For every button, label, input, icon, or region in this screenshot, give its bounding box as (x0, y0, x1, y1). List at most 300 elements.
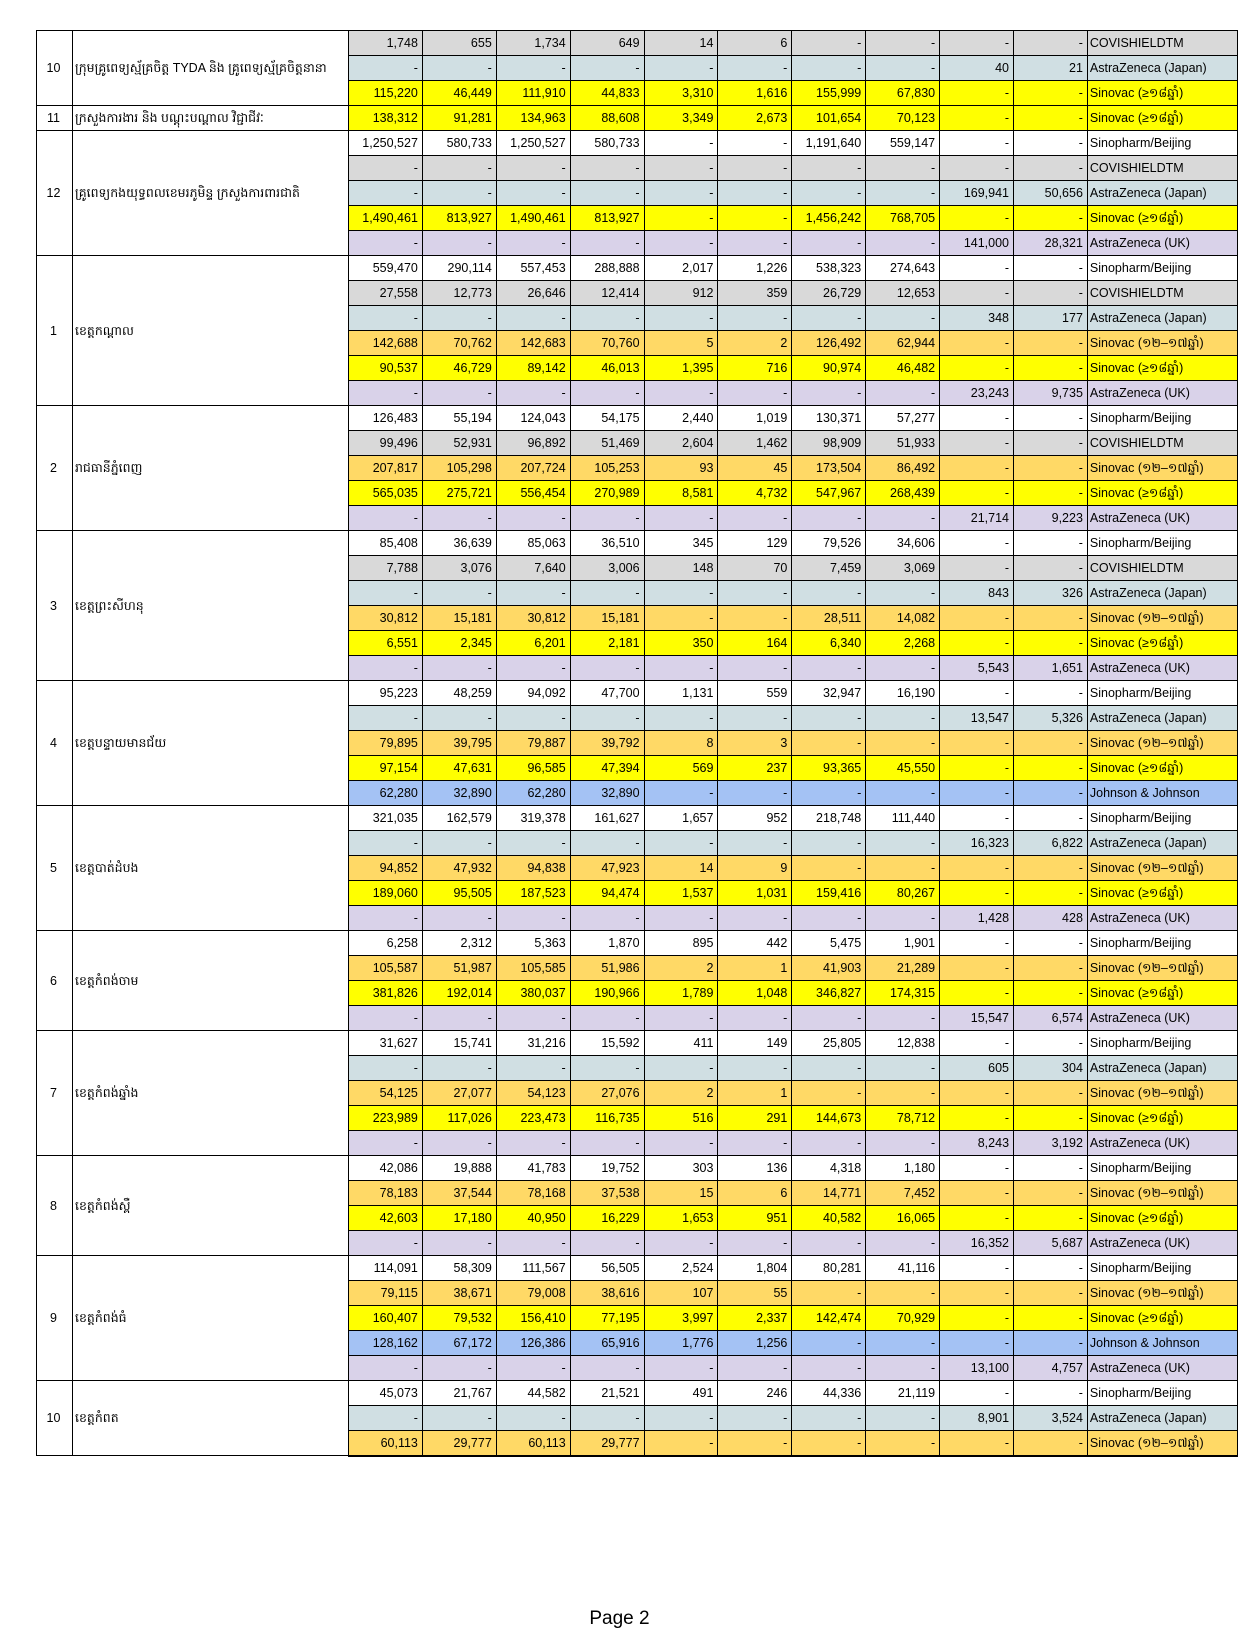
value-cell: - (940, 1381, 1014, 1406)
value-cell: 270,989 (570, 481, 644, 506)
value-cell: 55,194 (422, 406, 496, 431)
value-cell: 51,933 (866, 431, 940, 456)
page-number: Page 2 (589, 1608, 650, 1629)
value-cell: - (866, 1431, 940, 1456)
value-cell: 45 (718, 456, 792, 481)
value-cell: 12,773 (422, 281, 496, 306)
value-cell: - (496, 1056, 570, 1081)
vaccine-name: COVISHIELDTM (1087, 431, 1237, 456)
value-cell: - (570, 1131, 644, 1156)
value-cell: - (866, 1231, 940, 1256)
vaccine-name: Sinopharm/Beijing (1087, 1031, 1237, 1056)
vaccine-name: AstraZeneca (Japan) (1087, 581, 1237, 606)
value-cell: - (792, 1006, 866, 1031)
vaccine-name: Sinovac (១២–១៧ឆ្នាំ) (1087, 331, 1237, 356)
value-cell: 6 (718, 1181, 792, 1206)
value-cell: 117,026 (422, 1106, 496, 1131)
value-cell: - (1014, 406, 1088, 431)
value-cell: 148 (644, 556, 718, 581)
value-cell: - (570, 306, 644, 331)
value-cell: - (940, 1081, 1014, 1106)
value-cell: 70,760 (570, 331, 644, 356)
value-cell: 79,887 (496, 731, 570, 756)
value-cell: - (1014, 431, 1088, 456)
value-cell: - (792, 1406, 866, 1431)
value-cell: - (496, 1006, 570, 1031)
value-cell: 141,000 (940, 231, 1014, 256)
value-cell: - (496, 181, 570, 206)
value-cell: - (496, 156, 570, 181)
value-cell: 91,281 (422, 106, 496, 131)
value-cell: 60,113 (349, 1431, 423, 1456)
location-name: ខេត្តកំពង់ឆ្នាំង (73, 1031, 349, 1156)
vaccine-name: AstraZeneca (UK) (1087, 1006, 1237, 1031)
value-cell: 223,473 (496, 1106, 570, 1131)
value-cell: 41,903 (792, 956, 866, 981)
value-cell: 1,616 (718, 81, 792, 106)
value-cell: 79,008 (496, 1281, 570, 1306)
value-cell: 51,469 (570, 431, 644, 456)
value-cell: 21,119 (866, 1381, 940, 1406)
value-cell: - (718, 606, 792, 631)
row-number: 7 (37, 1031, 73, 1156)
value-cell: - (866, 1331, 940, 1356)
value-cell: - (940, 256, 1014, 281)
value-cell: - (496, 306, 570, 331)
value-cell: - (570, 1006, 644, 1031)
value-cell: 655 (422, 31, 496, 56)
value-cell: - (940, 781, 1014, 806)
vaccine-name: Sinovac (១២–១៧ឆ្នាំ) (1087, 856, 1237, 881)
value-cell: - (718, 231, 792, 256)
value-cell: - (644, 156, 718, 181)
value-cell: - (940, 1306, 1014, 1331)
vaccine-name: AstraZeneca (UK) (1087, 906, 1237, 931)
value-cell: 79,895 (349, 731, 423, 756)
value-cell: 5,326 (1014, 706, 1088, 731)
value-cell: - (496, 831, 570, 856)
value-cell: - (792, 1231, 866, 1256)
value-cell: - (792, 31, 866, 56)
value-cell: - (644, 906, 718, 931)
value-cell: 144,673 (792, 1106, 866, 1131)
value-cell: 21,521 (570, 1381, 644, 1406)
value-cell: - (570, 1231, 644, 1256)
value-cell: - (940, 481, 1014, 506)
value-cell: 79,526 (792, 531, 866, 556)
value-cell: 126,386 (496, 1331, 570, 1356)
value-cell: 14,771 (792, 1181, 866, 1206)
value-cell: 1,395 (644, 356, 718, 381)
value-cell: 288,888 (570, 256, 644, 281)
value-cell: - (940, 456, 1014, 481)
value-cell: 96,892 (496, 431, 570, 456)
value-cell: 134,963 (496, 106, 570, 131)
value-cell: 25,805 (792, 1031, 866, 1056)
value-cell: 32,890 (570, 781, 644, 806)
value-cell: 9,735 (1014, 381, 1088, 406)
value-cell: - (940, 1206, 1014, 1231)
value-cell: - (792, 781, 866, 806)
value-cell: - (1014, 981, 1088, 1006)
value-cell: 346,827 (792, 981, 866, 1006)
value-cell: - (1014, 1306, 1088, 1331)
value-cell: 105,253 (570, 456, 644, 481)
value-cell: 1,776 (644, 1331, 718, 1356)
value-cell: - (422, 56, 496, 81)
value-cell: - (866, 781, 940, 806)
value-cell: - (940, 856, 1014, 881)
value-cell: 28,511 (792, 606, 866, 631)
value-cell: - (644, 1406, 718, 1431)
value-cell: - (422, 306, 496, 331)
value-cell: - (940, 81, 1014, 106)
value-cell: 350 (644, 631, 718, 656)
value-cell: 321,035 (349, 806, 423, 831)
value-cell: - (866, 506, 940, 531)
value-cell: 173,504 (792, 456, 866, 481)
value-cell: 218,748 (792, 806, 866, 831)
value-cell: 207,817 (349, 456, 423, 481)
value-cell: - (496, 231, 570, 256)
value-cell: 26,646 (496, 281, 570, 306)
vaccine-name: Sinovac (≥១៨ឆ្នាំ) (1087, 1106, 1237, 1131)
value-cell: - (349, 1131, 423, 1156)
value-cell: 2,673 (718, 106, 792, 131)
value-cell: 162,579 (422, 806, 496, 831)
value-cell: 951 (718, 1206, 792, 1231)
value-cell: - (792, 181, 866, 206)
value-cell: - (349, 906, 423, 931)
value-cell: - (644, 831, 718, 856)
value-cell: - (570, 381, 644, 406)
vaccine-name: AstraZeneca (UK) (1087, 381, 1237, 406)
value-cell: - (644, 1356, 718, 1381)
value-cell: - (1014, 1331, 1088, 1356)
value-cell: - (718, 1231, 792, 1256)
value-cell: 9 (718, 856, 792, 881)
value-cell: - (940, 806, 1014, 831)
value-cell: - (792, 906, 866, 931)
value-cell: 90,974 (792, 356, 866, 381)
value-cell: 31,216 (496, 1031, 570, 1056)
value-cell: 105,298 (422, 456, 496, 481)
value-cell: 40,582 (792, 1206, 866, 1231)
value-cell: - (718, 156, 792, 181)
value-cell: 1,490,461 (496, 206, 570, 231)
vaccine-name: Sinovac (≥១៨ឆ្នាំ) (1087, 1206, 1237, 1231)
location-name: ខេត្តកំពត (73, 1381, 349, 1456)
value-cell: - (940, 956, 1014, 981)
value-cell: 116,735 (570, 1106, 644, 1131)
value-cell: 94,852 (349, 856, 423, 881)
value-cell: - (570, 231, 644, 256)
value-cell: - (570, 156, 644, 181)
value-cell: - (496, 1231, 570, 1256)
vaccine-name: Johnson & Johnson (1087, 1331, 1237, 1356)
value-cell: - (1014, 256, 1088, 281)
value-cell: - (940, 131, 1014, 156)
row-number: 10 (37, 31, 73, 106)
value-cell: - (940, 881, 1014, 906)
value-cell: - (1014, 1206, 1088, 1231)
value-cell: 3,524 (1014, 1406, 1088, 1431)
value-cell: 46,013 (570, 356, 644, 381)
value-cell: 58,309 (422, 1256, 496, 1281)
vaccine-name: COVISHIELDTM (1087, 31, 1237, 56)
value-cell: 79,532 (422, 1306, 496, 1331)
value-cell: 268,439 (866, 481, 940, 506)
value-cell: 5,363 (496, 931, 570, 956)
value-cell: 142,688 (349, 331, 423, 356)
value-cell: 516 (644, 1106, 718, 1131)
value-cell: - (940, 1156, 1014, 1181)
value-cell: 21,714 (940, 506, 1014, 531)
value-cell: 14 (644, 856, 718, 881)
value-cell: - (422, 1356, 496, 1381)
row-number: 2 (37, 406, 73, 531)
value-cell: 85,063 (496, 531, 570, 556)
value-cell: 565,035 (349, 481, 423, 506)
value-cell: 1,256 (718, 1331, 792, 1356)
value-cell: 47,631 (422, 756, 496, 781)
value-cell: 2,312 (422, 931, 496, 956)
value-cell: - (1014, 156, 1088, 181)
value-cell: 129 (718, 531, 792, 556)
value-cell: 37,544 (422, 1181, 496, 1206)
value-cell: - (1014, 1106, 1088, 1131)
value-cell: 1,250,527 (349, 131, 423, 156)
value-cell: 4,732 (718, 481, 792, 506)
value-cell: 80,267 (866, 881, 940, 906)
table-row (37, 1031, 1238, 1056)
location-name: គ្រូពេទ្យកងយុទ្ធពលខេមរភូមិន្ទ ក្រសួងការពារជាតិ (73, 131, 349, 256)
value-cell: - (792, 1281, 866, 1306)
vaccine-name: Sinovac (≥១៨ឆ្នាំ) (1087, 106, 1237, 131)
value-cell: - (866, 831, 940, 856)
value-cell: 98,909 (792, 431, 866, 456)
value-cell: 1,226 (718, 256, 792, 281)
value-cell: 1,653 (644, 1206, 718, 1231)
value-cell: 124,043 (496, 406, 570, 431)
location-name: ខេត្តកំពង់ចាម (73, 931, 349, 1031)
value-cell: 39,792 (570, 731, 644, 756)
value-cell: 1,748 (349, 31, 423, 56)
vaccine-name: COVISHIELDTM (1087, 156, 1237, 181)
value-cell: - (866, 306, 940, 331)
vaccine-name: Sinovac (≥១៨ឆ្នាំ) (1087, 631, 1237, 656)
value-cell: 62,944 (866, 331, 940, 356)
value-cell: 21,767 (422, 1381, 496, 1406)
value-cell: 38,616 (570, 1281, 644, 1306)
value-cell: 768,705 (866, 206, 940, 231)
value-cell: - (496, 506, 570, 531)
value-cell: - (1014, 481, 1088, 506)
value-cell: - (1014, 806, 1088, 831)
table-row (37, 106, 1238, 131)
value-cell: - (570, 831, 644, 856)
value-cell: 538,323 (792, 256, 866, 281)
value-cell: 21 (1014, 56, 1088, 81)
value-cell: - (644, 56, 718, 81)
value-cell: - (496, 1406, 570, 1431)
value-cell: 190,966 (570, 981, 644, 1006)
value-cell: - (349, 381, 423, 406)
value-cell: 32,890 (422, 781, 496, 806)
value-cell: 1,789 (644, 981, 718, 1006)
value-cell: 101,654 (792, 106, 866, 131)
value-cell: 32,947 (792, 681, 866, 706)
value-cell: 290,114 (422, 256, 496, 281)
value-cell: - (866, 1281, 940, 1306)
vaccine-name: AstraZeneca (UK) (1087, 231, 1237, 256)
value-cell: - (644, 781, 718, 806)
value-cell: 12,414 (570, 281, 644, 306)
value-cell: 78,712 (866, 1106, 940, 1131)
value-cell: 97,154 (349, 756, 423, 781)
value-cell: - (644, 381, 718, 406)
value-cell: 52,931 (422, 431, 496, 456)
value-cell: - (1014, 606, 1088, 631)
value-cell: - (1014, 106, 1088, 131)
value-cell: 177 (1014, 306, 1088, 331)
value-cell: - (718, 1131, 792, 1156)
vaccine-name: COVISHIELDTM (1087, 556, 1237, 581)
value-cell: 580,733 (422, 131, 496, 156)
value-cell: - (792, 1331, 866, 1356)
vaccine-name: Sinovac (≥១៨ឆ្នាំ) (1087, 206, 1237, 231)
value-cell: - (866, 1006, 940, 1031)
vaccine-name: AstraZeneca (Japan) (1087, 831, 1237, 856)
value-cell: 275,721 (422, 481, 496, 506)
value-cell: 7,640 (496, 556, 570, 581)
value-cell: 62,280 (496, 781, 570, 806)
value-cell: - (422, 906, 496, 931)
value-cell: - (718, 1406, 792, 1431)
value-cell: 912 (644, 281, 718, 306)
value-cell: - (496, 581, 570, 606)
value-cell: 6,201 (496, 631, 570, 656)
value-cell: 3 (718, 731, 792, 756)
value-cell: 237 (718, 756, 792, 781)
value-cell: 6,258 (349, 931, 423, 956)
value-cell: 38,671 (422, 1281, 496, 1306)
row-number: 3 (37, 531, 73, 681)
value-cell: - (496, 56, 570, 81)
value-cell: - (718, 306, 792, 331)
value-cell: 5,687 (1014, 1231, 1088, 1256)
value-cell: 8,581 (644, 481, 718, 506)
value-cell: 12,653 (866, 281, 940, 306)
value-cell: - (644, 1431, 718, 1456)
value-cell: 5,543 (940, 656, 1014, 681)
table-row (37, 806, 1238, 831)
value-cell: 128,162 (349, 1331, 423, 1356)
value-cell: - (940, 556, 1014, 581)
value-cell: - (422, 381, 496, 406)
value-cell: 1,250,527 (496, 131, 570, 156)
value-cell: 442 (718, 931, 792, 956)
value-cell: - (940, 31, 1014, 56)
location-name: ខេត្តបន្ទាយមានជ័យ (73, 681, 349, 806)
value-cell: 21,289 (866, 956, 940, 981)
value-cell: 16,352 (940, 1231, 1014, 1256)
value-cell: 105,587 (349, 956, 423, 981)
value-cell: 19,888 (422, 1156, 496, 1181)
value-cell: - (718, 656, 792, 681)
value-cell: - (940, 681, 1014, 706)
value-cell: - (866, 1131, 940, 1156)
value-cell: 2 (644, 956, 718, 981)
value-cell: 48,259 (422, 681, 496, 706)
value-cell: 70 (718, 556, 792, 581)
value-cell: 9,223 (1014, 506, 1088, 531)
value-cell: 67,172 (422, 1331, 496, 1356)
value-cell: - (940, 1256, 1014, 1281)
value-cell: 169,941 (940, 181, 1014, 206)
value-cell: - (644, 231, 718, 256)
value-cell: - (1014, 556, 1088, 581)
value-cell: 96,585 (496, 756, 570, 781)
location-name: ខេត្តបាត់ដំបង (73, 806, 349, 931)
value-cell: - (570, 706, 644, 731)
value-cell: 16,323 (940, 831, 1014, 856)
value-cell: - (422, 581, 496, 606)
value-cell: - (792, 1131, 866, 1156)
value-cell: 2,181 (570, 631, 644, 656)
value-cell: - (1014, 531, 1088, 556)
value-cell: 94,092 (496, 681, 570, 706)
value-cell: 13,100 (940, 1356, 1014, 1381)
value-cell: - (792, 706, 866, 731)
value-cell: 1,490,461 (349, 206, 423, 231)
value-cell: 54,123 (496, 1081, 570, 1106)
vaccination-table (36, 30, 1238, 1457)
value-cell: 7,452 (866, 1181, 940, 1206)
vaccine-name: Sinovac (≥១៨ឆ្នាំ) (1087, 481, 1237, 506)
value-cell: - (1014, 1381, 1088, 1406)
location-name: ក្រសួងការងារ និង បណ្តុះបណ្តាល វិជ្ជាជីវៈ (73, 106, 349, 131)
value-cell: - (940, 281, 1014, 306)
value-cell: 62,280 (349, 781, 423, 806)
value-cell: - (1014, 1081, 1088, 1106)
value-cell: - (1014, 1256, 1088, 1281)
value-cell: - (718, 831, 792, 856)
table-row (37, 31, 1238, 56)
value-cell: 1,428 (940, 906, 1014, 931)
value-cell: - (792, 1056, 866, 1081)
vaccine-name: AstraZeneca (Japan) (1087, 706, 1237, 731)
value-cell: - (644, 1056, 718, 1081)
value-cell: 160,407 (349, 1306, 423, 1331)
vaccine-name: AstraZeneca (Japan) (1087, 181, 1237, 206)
value-cell: 42,086 (349, 1156, 423, 1181)
value-cell: 359 (718, 281, 792, 306)
value-cell: 70,762 (422, 331, 496, 356)
row-number: 1 (37, 256, 73, 406)
location-name: ខេត្តព្រះសីហនុ (73, 531, 349, 681)
value-cell: 843 (940, 581, 1014, 606)
vaccine-name: Sinovac (១២–១៧ឆ្នាំ) (1087, 1431, 1237, 1456)
row-number: 4 (37, 681, 73, 806)
value-cell: - (866, 706, 940, 731)
value-cell: 15 (644, 1181, 718, 1206)
value-cell: - (349, 706, 423, 731)
value-cell: - (866, 156, 940, 181)
value-cell: 40 (940, 56, 1014, 81)
value-cell: - (422, 656, 496, 681)
value-cell: - (644, 1231, 718, 1256)
